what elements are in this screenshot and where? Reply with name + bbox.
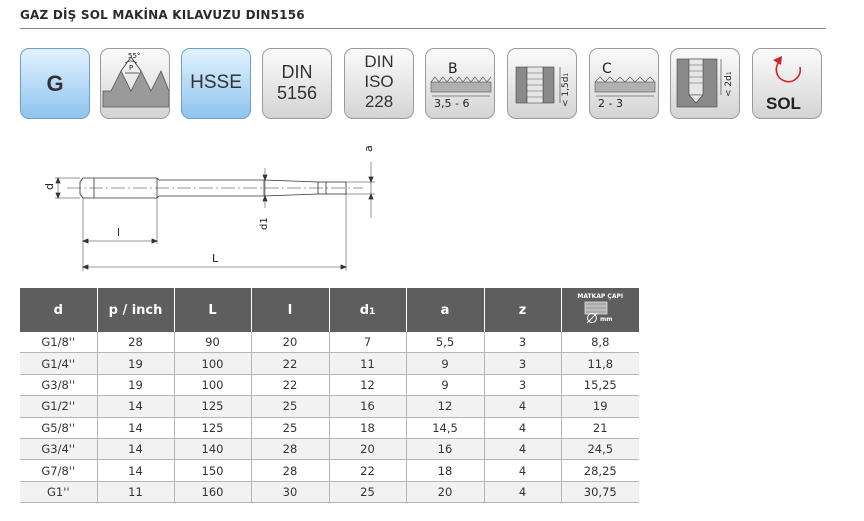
dim-a-label: a [362, 145, 375, 152]
thread-type-g-icon [20, 48, 90, 119]
table-cell: G7/8'' [20, 460, 97, 481]
table-cell: 11 [97, 481, 174, 502]
table-cell: 14 [97, 396, 174, 417]
table-cell: 18 [329, 417, 406, 438]
table-cell: 3 [484, 332, 561, 353]
col-header-l: l [251, 288, 329, 332]
table-cell: 25 [251, 417, 329, 438]
table-cell: 150 [174, 460, 251, 481]
table-header-row [20, 288, 639, 332]
standard-din5156-icon [262, 48, 332, 119]
table-cell: G5/8'' [20, 417, 97, 438]
blind-hole-sub: 1 [726, 71, 733, 76]
table-cell: 100 [174, 374, 251, 395]
angle-label: 55° [128, 52, 141, 60]
table-cell: 4 [484, 481, 561, 502]
table-cell: 20 [406, 481, 484, 502]
title-divider [20, 28, 826, 29]
table-cell: G3/8'' [20, 374, 97, 395]
page-title: GAZ DİŞ SOL MAKİNA KILAVUZU DIN5156 [20, 8, 305, 22]
table-cell: G1/8'' [20, 332, 97, 353]
table-cell: G3/4'' [20, 438, 97, 459]
standard-line-1: DIN [281, 62, 313, 82]
dim-L-label: L [212, 252, 219, 265]
table-cell: 8,8 [561, 332, 639, 353]
table-cell: 14 [97, 460, 174, 481]
standard-line-2: 5156 [276, 83, 318, 103]
iso-line-1: DIN [364, 52, 394, 71]
table-cell: 22 [251, 353, 329, 374]
table-cell: 5,5 [406, 332, 484, 353]
table-row [20, 374, 639, 395]
direction-label: SOL [766, 94, 801, 113]
table-row [20, 353, 639, 374]
table-cell: 9 [406, 353, 484, 374]
iso-line-3: 228 [364, 92, 394, 111]
table-cell: 22 [251, 374, 329, 395]
col-header-L: L [174, 288, 251, 332]
table-cell: 140 [174, 438, 251, 459]
standard-din-iso-228-icon [344, 48, 414, 119]
table-row [20, 417, 639, 438]
table-cell: 28,25 [561, 460, 639, 481]
through-hole-sub: 1 [563, 72, 570, 77]
table-cell: 21 [561, 417, 639, 438]
table-cell: 28 [251, 460, 329, 481]
pitch-label: P [129, 64, 134, 72]
chamfer-c-range: 2 - 3 [598, 97, 623, 110]
table-cell: 4 [484, 460, 561, 481]
material-hsse-icon [181, 48, 251, 119]
dim-d-label: d [43, 183, 56, 190]
chamfer-form-c-icon [589, 48, 659, 119]
col-header-z: z [484, 288, 561, 332]
col-header-drill-diameter [561, 288, 639, 332]
table-cell: 11 [329, 353, 406, 374]
through-hole-icon [507, 48, 577, 119]
chamfer-form-b-icon [425, 48, 495, 119]
table-cell: 4 [484, 438, 561, 459]
col-header-a: a [406, 288, 484, 332]
table-cell: 11,8 [561, 353, 639, 374]
table-cell: 16 [329, 396, 406, 417]
drill-diameter-icon [583, 300, 617, 324]
svg-text:< 1,5d1 [561, 73, 571, 107]
material-label: HSSE [190, 72, 242, 93]
table-cell: 16 [406, 438, 484, 459]
table-cell: 90 [174, 332, 251, 353]
blind-hole-depth: < 2d [724, 75, 734, 97]
table-cell: 4 [484, 417, 561, 438]
table-cell: 7 [329, 332, 406, 353]
dim-l-label: l [117, 226, 121, 239]
thread-type-label: G [46, 71, 64, 96]
left-hand-rotation-icon [752, 48, 822, 119]
table-row [20, 481, 639, 502]
table-cell: 20 [329, 438, 406, 459]
table-cell: 14 [97, 438, 174, 459]
thread-profile-55-icon [100, 48, 170, 119]
table-cell: 12 [406, 396, 484, 417]
spec-table [20, 288, 639, 503]
table-cell: G1/4'' [20, 353, 97, 374]
table-cell: 19 [97, 374, 174, 395]
table-cell: 100 [174, 353, 251, 374]
table-cell: G1/2'' [20, 396, 97, 417]
table-cell: 18 [406, 460, 484, 481]
table-cell: 28 [97, 332, 174, 353]
table-cell: 25 [251, 396, 329, 417]
table-cell: 160 [174, 481, 251, 502]
table-cell: 30,75 [561, 481, 639, 502]
table-cell: 14 [97, 417, 174, 438]
table-cell: 14,5 [406, 417, 484, 438]
table-cell: 25 [329, 481, 406, 502]
table-cell: 3 [484, 374, 561, 395]
table-cell: 30 [251, 481, 329, 502]
table-row [20, 438, 639, 459]
table-cell: 19 [97, 353, 174, 374]
chamfer-b-label: B [448, 61, 458, 77]
table-cell: 4 [484, 396, 561, 417]
col-header-pitch: p / inch [97, 288, 174, 332]
table-cell: 3 [484, 353, 561, 374]
table-cell: 24,5 [561, 438, 639, 459]
table-cell: 22 [329, 460, 406, 481]
dim-d1-label: d1 [259, 217, 270, 230]
col-header-d1: d1 [329, 288, 406, 332]
chamfer-b-range: 3,5 - 6 [434, 97, 470, 110]
table-row [20, 396, 639, 417]
table-cell: 19 [561, 396, 639, 417]
blind-hole-icon [670, 48, 740, 119]
drill-label: MATKAP ÇAPI [577, 292, 624, 300]
table-cell: 9 [406, 374, 484, 395]
table-row [20, 460, 639, 481]
iso-line-2: ISO [364, 72, 394, 91]
through-hole-depth: < 1,5d [561, 76, 571, 107]
table-body [20, 332, 639, 503]
table-cell: 12 [329, 374, 406, 395]
table-cell: 28 [251, 438, 329, 459]
table-cell: 125 [174, 417, 251, 438]
col-header-d: d [20, 288, 97, 332]
table-cell: G1'' [20, 481, 97, 502]
table-cell: 15,25 [561, 374, 639, 395]
table-cell: 20 [251, 332, 329, 353]
chamfer-c-label: C [602, 61, 612, 77]
table-row [20, 332, 639, 353]
drill-unit: mm [600, 315, 613, 323]
table-cell: 125 [174, 396, 251, 417]
svg-text:< 2d1 [724, 71, 734, 97]
tap-drawing [35, 138, 395, 274]
